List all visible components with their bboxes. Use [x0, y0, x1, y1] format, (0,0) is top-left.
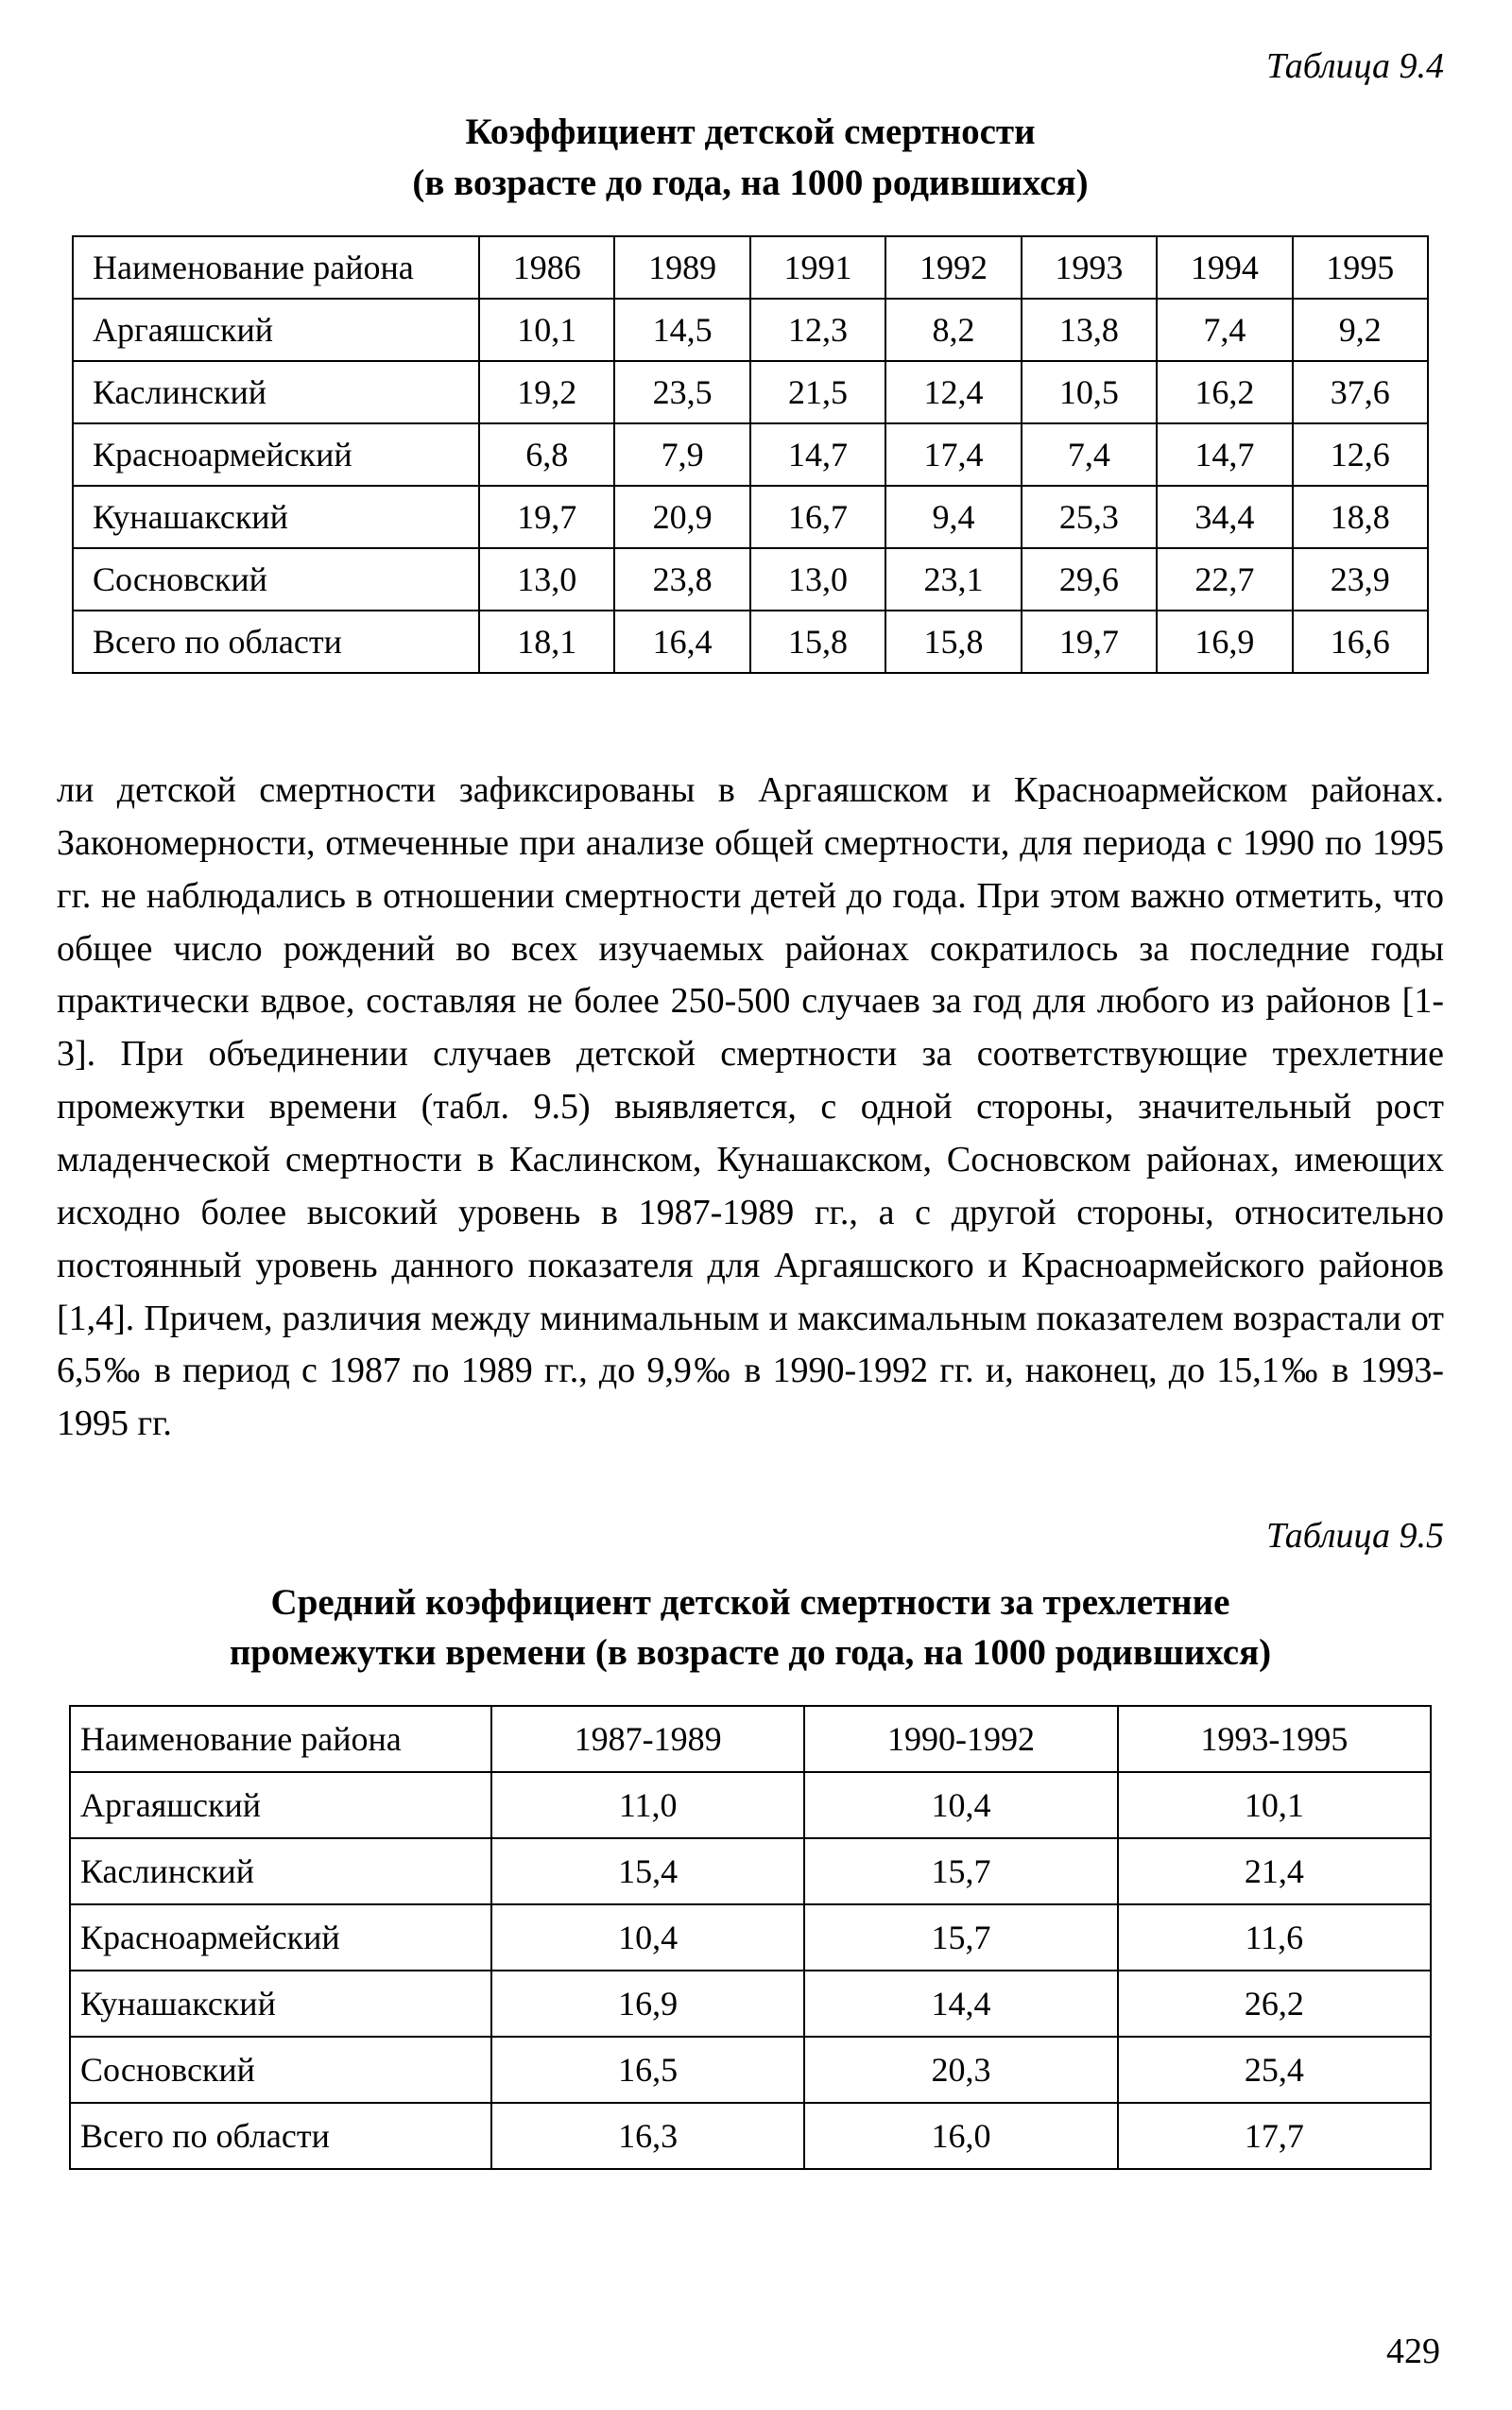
data-cell: 21,4 [1118, 1838, 1431, 1904]
data-cell: 13,0 [479, 548, 614, 611]
data-cell: 10,1 [479, 299, 614, 361]
header-row [73, 236, 1428, 299]
table-9-5-title-line-2: промежутки времени (в возрасте до года, на 1000 родившихся) [229, 1632, 1272, 1674]
data-cell: 15,7 [804, 1904, 1117, 1971]
column-header: 1987-1989 [491, 1706, 804, 1772]
column-header: Наименование района [70, 1706, 491, 1772]
data-cell: 29,6 [1022, 548, 1157, 611]
row-label: Кунашакский [70, 1971, 491, 2037]
data-cell: 10,4 [804, 1772, 1117, 1838]
data-cell: 12,3 [750, 299, 885, 361]
table-row [70, 1904, 1431, 1971]
row-label: Кунашакский [73, 486, 479, 548]
data-cell: 25,4 [1118, 2037, 1431, 2103]
data-cell: 16,0 [804, 2103, 1117, 2169]
table-row [73, 299, 1428, 361]
data-cell: 16,7 [750, 486, 885, 548]
data-cell: 12,4 [885, 361, 1021, 423]
column-header: 1992 [885, 236, 1021, 299]
row-label: Красноармейский [73, 423, 479, 486]
table-row [73, 486, 1428, 548]
column-header: Наименование района [73, 236, 479, 299]
data-cell: 21,5 [750, 361, 885, 423]
row-label: Сосновский [70, 2037, 491, 2103]
table-9-5-caption: Таблица 9.5 [1266, 1516, 1444, 1557]
row-label: Всего по области [70, 2103, 491, 2169]
header-row [70, 1706, 1431, 1772]
column-header: 1993 [1022, 236, 1157, 299]
data-cell: 26,2 [1118, 1971, 1431, 2037]
table-9-4-title-line-2: (в возрасте до года, на 1000 родившихся) [412, 163, 1089, 204]
table-row [73, 361, 1428, 423]
data-cell: 18,8 [1293, 486, 1428, 548]
row-label: Красноармейский [70, 1904, 491, 1971]
data-cell: 15,4 [491, 1838, 804, 1904]
data-cell: 13,0 [750, 548, 885, 611]
data-cell: 22,7 [1157, 548, 1292, 611]
table-row [70, 1772, 1431, 1838]
data-cell: 16,6 [1293, 611, 1428, 673]
data-cell: 16,4 [614, 611, 749, 673]
row-label: Каслинский [70, 1838, 491, 1904]
table-row [73, 548, 1428, 611]
table-row [70, 1971, 1431, 2037]
column-header: 1986 [479, 236, 614, 299]
data-cell: 10,4 [491, 1904, 804, 1971]
row-label: Сосновский [73, 548, 479, 611]
page-number: 429 [1386, 2332, 1440, 2371]
data-cell: 23,8 [614, 548, 749, 611]
data-cell: 17,4 [885, 423, 1021, 486]
column-header: 1991 [750, 236, 885, 299]
table-row [73, 611, 1428, 673]
data-cell: 15,7 [804, 1838, 1117, 1904]
data-cell: 16,5 [491, 2037, 804, 2103]
row-label: Всего по области [73, 611, 479, 673]
data-cell: 20,9 [614, 486, 749, 548]
row-label: Каслинский [73, 361, 479, 423]
data-cell: 23,9 [1293, 548, 1428, 611]
table-9-5-title [57, 1577, 1444, 1679]
data-cell: 9,2 [1293, 299, 1428, 361]
data-cell: 11,6 [1118, 1904, 1431, 1971]
infant-mortality-by-year-table [72, 235, 1429, 674]
column-header: 1993-1995 [1118, 1706, 1431, 1772]
data-cell: 10,1 [1118, 1772, 1431, 1838]
data-cell: 9,4 [885, 486, 1021, 548]
table-9-5-title-line-1: Средний коэффициент детской смертности за трехлетние [270, 1581, 1230, 1623]
data-cell: 16,2 [1157, 361, 1292, 423]
data-cell: 18,1 [479, 611, 614, 673]
data-cell: 23,1 [885, 548, 1021, 611]
table-9-4-caption: Таблица 9.4 [1266, 46, 1444, 86]
data-cell: 19,7 [1022, 611, 1157, 673]
data-cell: 23,5 [614, 361, 749, 423]
data-cell: 6,8 [479, 423, 614, 486]
row-label: Аргаяшский [73, 299, 479, 361]
data-cell: 11,0 [491, 1772, 804, 1838]
data-cell: 7,4 [1022, 423, 1157, 486]
data-cell: 15,8 [885, 611, 1021, 673]
column-header: 1995 [1293, 236, 1428, 299]
data-cell: 14,7 [1157, 423, 1292, 486]
data-cell: 12,6 [1293, 423, 1428, 486]
table-9-4-title [57, 107, 1444, 209]
data-cell: 14,7 [750, 423, 885, 486]
row-label: Аргаяшский [70, 1772, 491, 1838]
data-cell: 13,8 [1022, 299, 1157, 361]
data-cell: 37,6 [1293, 361, 1428, 423]
data-cell: 25,3 [1022, 486, 1157, 548]
table-row [70, 2037, 1431, 2103]
data-cell: 19,7 [479, 486, 614, 548]
data-cell: 7,9 [614, 423, 749, 486]
data-cell: 16,3 [491, 2103, 804, 2169]
data-cell: 10,5 [1022, 361, 1157, 423]
data-cell: 16,9 [1157, 611, 1292, 673]
table-row [70, 2103, 1431, 2169]
data-cell: 8,2 [885, 299, 1021, 361]
data-cell: 7,4 [1157, 299, 1292, 361]
column-header: 1990-1992 [804, 1706, 1117, 1772]
body-paragraph: ли детской смертности зафиксированы в Аргаяшском и Красноармейском районах. Закономерности, отмеченные при анализе общей смертности, для периода с 1990 по 1995 гг. не наблюдались в отношении смертности детей до года. При этом важно отметить, что общее число рождений во всех изучаемых районах сократилось за последние годы практически вдвое, составляя не более 250-500 случаев за год для любого из районов [1-3]. При объединении случаев детской смертности за соответствующие трехлетние промежутки времени (табл. 9.5) выявляется, с одной стороны, значительный рост младенческой смертности в Каслинском, Кунашакском, Сосновском районах, имеющих исходно более высокий уровень в 1987-1989 гг., а с другой стороны, относительно постоянный уровень данного показателя для Аргаяшского и Красноармейского районов [1,4]. Причем, различия между минимальным и максимальным показателем возрастали от 6,5‰ в период с 1987 по 1989 гг., до 9,9‰ в 1990-1992 гг. и, наконец, до 15,1‰ в 1993-1995 гг. [57, 770, 1444, 1444]
table-row [73, 423, 1428, 486]
data-cell: 14,5 [614, 299, 749, 361]
data-cell: 34,4 [1157, 486, 1292, 548]
table-row [70, 1838, 1431, 1904]
column-header: 1994 [1157, 236, 1292, 299]
data-cell: 19,2 [479, 361, 614, 423]
infant-mortality-three-year-table [69, 1705, 1432, 2170]
data-cell: 17,7 [1118, 2103, 1431, 2169]
data-cell: 16,9 [491, 1971, 804, 2037]
data-cell: 14,4 [804, 1971, 1117, 2037]
table-9-4-title-line-1: Коэффициент детской смертности [465, 112, 1036, 153]
data-cell: 15,8 [750, 611, 885, 673]
data-cell: 20,3 [804, 2037, 1117, 2103]
column-header: 1989 [614, 236, 749, 299]
